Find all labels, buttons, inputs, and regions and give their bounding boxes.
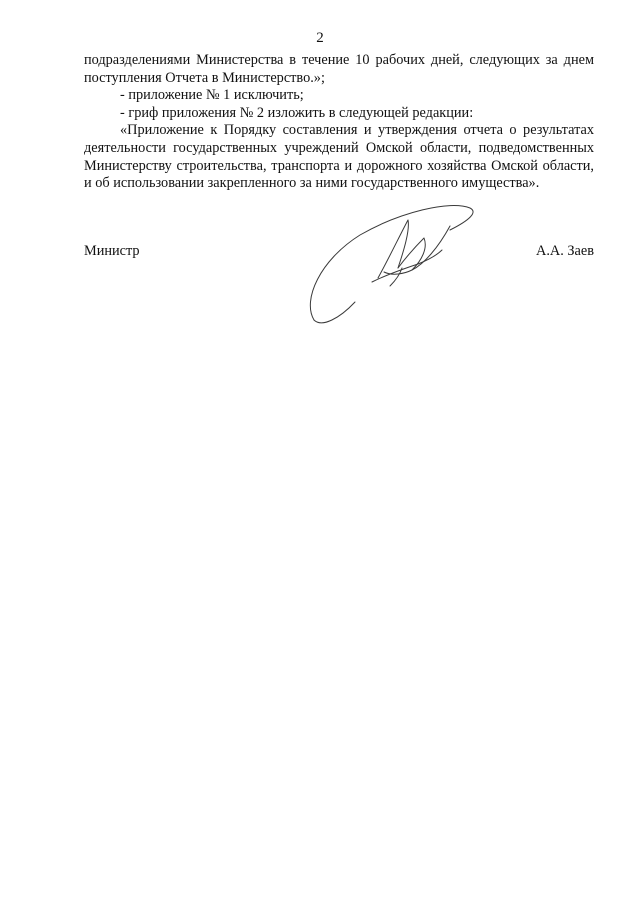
paragraph-appendix-2-heading: - гриф приложения № 2 изложить в следующей редакции: [120,104,474,121]
signer-name: А.А. Заев [536,243,594,259]
signature-block [84,243,594,263]
document-body [84,52,594,193]
paragraph-exclude-appendix-1: - приложение № 1 исключить; [120,87,304,104]
paragraph-continuation: подразделениями Министерства в течение 10 рабочих дней, следующих за днем поступления Отчета в Министерство.»; [84,52,594,86]
signer-title: Министр [84,243,140,259]
page-number: 2 [316,30,324,46]
paragraph-appendix-2-text: «Приложение к Порядку составления и утверждения отчета о результатах деятельности государственных учреждений Омской области, подведомственных Министерству строительства, транспорта и дорожного хозяйства Омской области, и об использовании закрепленного за ними государственного имущества». [84,122,594,192]
